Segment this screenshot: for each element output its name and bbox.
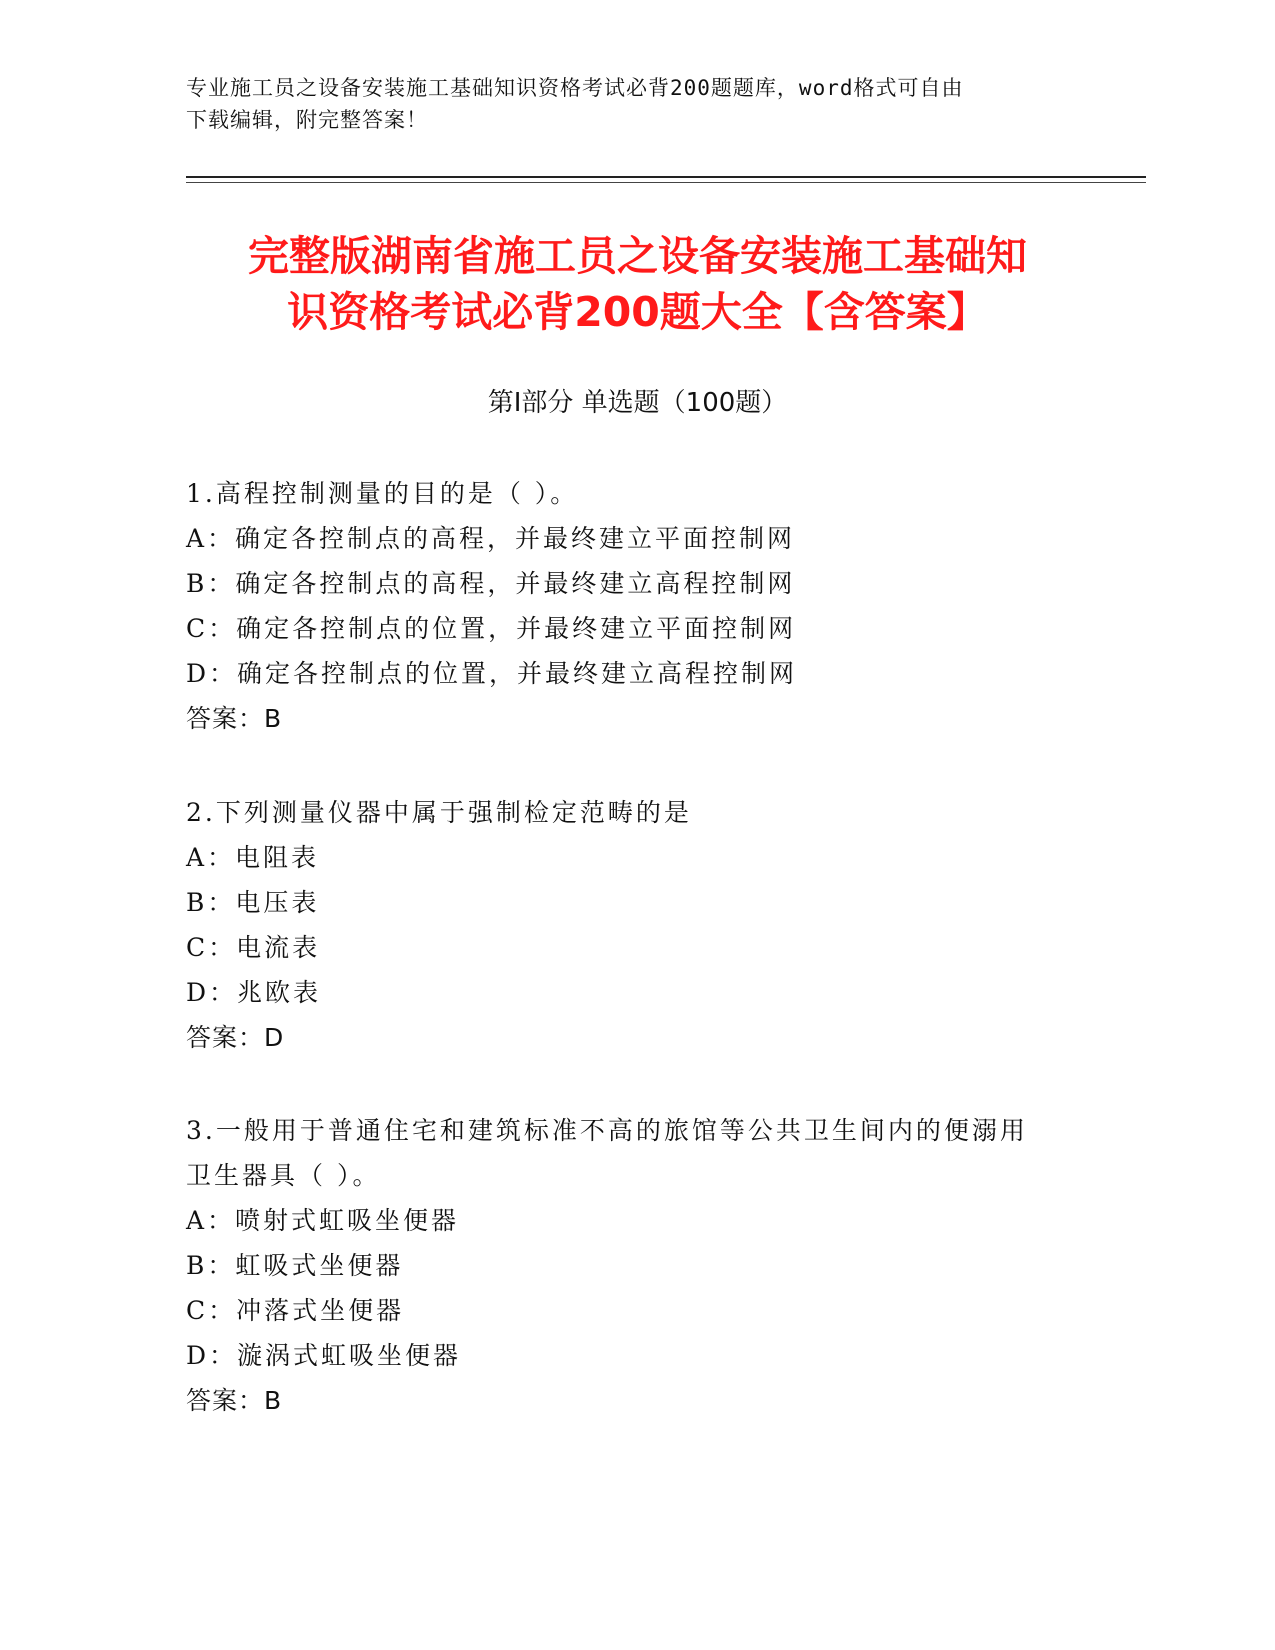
header-divider-thin [186,182,1146,183]
option-d: D：兆欧表 [186,978,322,1007]
header-note [186,72,1086,136]
answer: 答案：B [186,704,283,733]
document-title-line-2: 识资格考试必背200题大全【含答案】 [287,288,988,336]
answer: 答案：B [186,1386,283,1415]
option-c: C：确定各控制点的位置，并最终建立平面控制网 [186,614,797,643]
header-divider-thick [186,176,1146,178]
header-note-line-1: 专业施工员之设备安装施工基础知识资格考试必背200题题库，word格式可自由 [186,76,964,100]
document-title-line-1: 完整版湖南省施工员之设备安装施工基础知 [248,232,1027,280]
option-d: D：确定各控制点的位置，并最终建立高程控制网 [186,659,798,688]
option-a: A：喷射式虹吸坐便器 [186,1206,460,1235]
question-1 [186,471,1086,741]
option-b: B：确定各控制点的高程，并最终建立高程控制网 [186,569,796,598]
option-a: A：电阻表 [186,843,320,872]
option-c: C：冲落式坐便器 [186,1296,405,1325]
question-stem: 2.下列测量仪器中属于强制检定范畴的是 [186,798,692,827]
question-3 [186,1108,1086,1423]
question-2 [186,790,1086,1060]
question-stem-line-2: 卫生器具（ ）。 [186,1161,381,1190]
header-note-line-2: 下载编辑，附完整答案！ [186,108,428,132]
document-title [150,228,1125,340]
option-d: D：漩涡式虹吸坐便器 [186,1341,462,1370]
question-stem-line-1: 3.一般用于普通住宅和建筑标准不高的旅馆等公共卫生间内的便溺用 [186,1116,1028,1145]
answer: 答案：D [186,1023,285,1052]
question-stem: 1.高程控制测量的目的是（ ）。 [186,479,579,508]
option-a: A：确定各控制点的高程，并最终建立平面控制网 [186,524,796,553]
option-b: B：电压表 [186,888,320,917]
option-c: C：电流表 [186,933,321,962]
section-heading: 第Ⅰ部分 单选题（100题） [487,388,788,418]
option-b: B：虹吸式坐便器 [186,1251,404,1280]
